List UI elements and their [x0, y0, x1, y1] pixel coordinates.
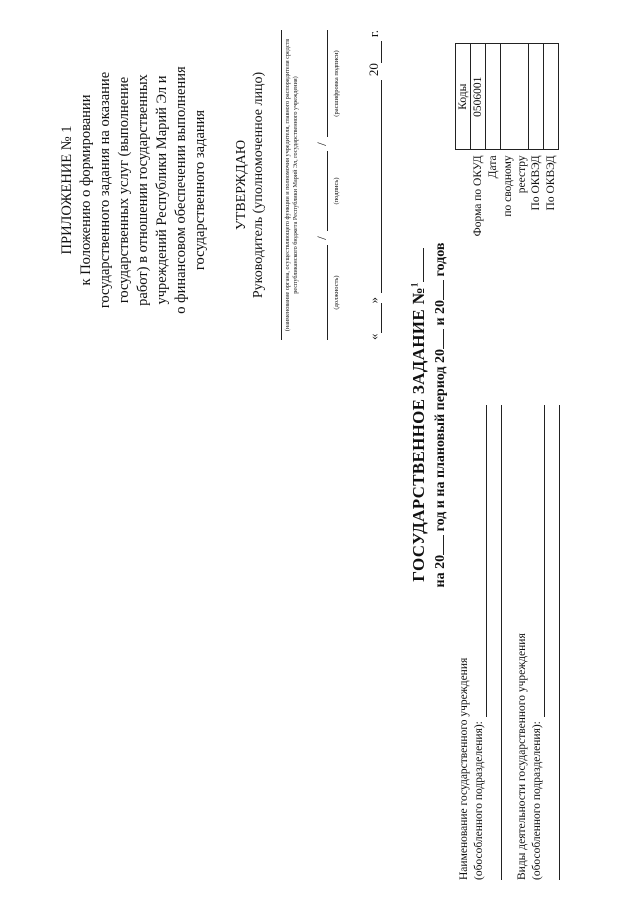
- institution-name-field: [457, 405, 502, 880]
- institution-name-label: Наименование государственного учреждения: [458, 657, 470, 880]
- code-value: [544, 44, 559, 150]
- table-row: [486, 44, 501, 336]
- code-label: Форма по ОКУД: [472, 155, 484, 237]
- approval-stamp: УТВЕРЖДАЮ: [234, 139, 249, 231]
- table-row: [544, 44, 559, 336]
- position-line: [315, 245, 328, 340]
- title-text: ГОСУДАРСТВЕННОЕ ЗАДАНИЕ №: [409, 287, 428, 582]
- appendix-line: к Положению о формировании: [78, 94, 94, 286]
- signature-caption: (подпись): [333, 177, 340, 205]
- appendix-heading: ПРИЛОЖЕНИЕ № 1: [59, 125, 75, 255]
- period-part: и 20: [433, 299, 448, 326]
- activity-field: [515, 405, 560, 880]
- code-value: [486, 44, 501, 150]
- table-row: [501, 44, 515, 336]
- approval-block: [233, 30, 382, 340]
- signature-row: [315, 30, 328, 340]
- slash: /: [314, 236, 329, 240]
- appendix-line: государственного задания: [192, 109, 208, 271]
- code-label: Дата: [487, 155, 499, 179]
- period-part: год и на плановый период 20: [433, 349, 448, 532]
- org-caption: (наименование органа, осуществляющего функции и полномочия учредителя, главного распорядителя средств республиканского бюджета Республики Марий Эл, государственного учреждения): [284, 38, 299, 332]
- activity-label: Виды деятельности государственного учреждения: [516, 633, 528, 880]
- codes-table: [455, 43, 559, 335]
- org-name-line: [267, 30, 282, 340]
- table-row: [529, 44, 544, 336]
- activity-line[interactable]: [532, 405, 545, 717]
- title-period: [431, 155, 449, 675]
- decoding-caption: (расшифровка подписи): [333, 50, 340, 117]
- activity-line-2[interactable]: [545, 405, 560, 880]
- code-value: [529, 44, 544, 150]
- activity-label-2: (обособленного подразделения):: [531, 721, 543, 880]
- signature-line: [315, 151, 328, 231]
- code-label: по сводному: [501, 155, 514, 217]
- date-quote-open: «: [366, 333, 381, 340]
- codes-header: Коды: [456, 44, 471, 150]
- title-number-line: [409, 248, 424, 282]
- appendix-line: о финансовом обеспечении выполнения: [173, 66, 189, 314]
- date-day-line: [369, 304, 382, 334]
- date-year-prefix: 20: [366, 63, 381, 77]
- year-blank: [431, 535, 444, 555]
- table-row: [471, 44, 486, 336]
- institution-name-label-2: (обособленного подразделения):: [473, 721, 485, 880]
- code-value: 0506001: [471, 44, 486, 150]
- institution-name-line-2[interactable]: [487, 405, 502, 880]
- period-part: годов: [433, 242, 448, 277]
- code-label: реестру: [515, 155, 528, 194]
- date-month-line: [369, 80, 382, 293]
- code-label: По ОКВЭД: [530, 155, 542, 211]
- approval-date-row: [365, 30, 382, 340]
- slash: /: [314, 142, 329, 146]
- date-quote-close: »: [366, 297, 381, 304]
- date-year-line: [369, 41, 382, 63]
- appendix-line: работ) в отношении государственных: [135, 74, 151, 306]
- approval-head: Руководитель (уполномоченное лицо): [251, 71, 266, 299]
- position-caption: (должность): [333, 275, 340, 310]
- appendix-line: государственных услуг (выполнение: [116, 76, 132, 304]
- period-part: на 20: [433, 554, 448, 588]
- year-blank: [431, 329, 444, 349]
- code-label: По ОКВЭД: [545, 155, 557, 211]
- decoding-line: [315, 30, 328, 137]
- code-value: [501, 44, 529, 150]
- appendix-line: учреждений Республики Марий Эл и: [154, 75, 170, 305]
- year-blank: [431, 280, 444, 300]
- signature-captions: [328, 30, 345, 340]
- title-main: [409, 155, 429, 675]
- appendix-line: государственного задания на оказание: [97, 71, 113, 309]
- document-title: [409, 155, 449, 675]
- title-footnote: 1: [409, 282, 420, 288]
- appendix-block: [58, 30, 210, 350]
- date-year-suffix: г.: [366, 30, 381, 38]
- institution-name-line[interactable]: [474, 405, 487, 717]
